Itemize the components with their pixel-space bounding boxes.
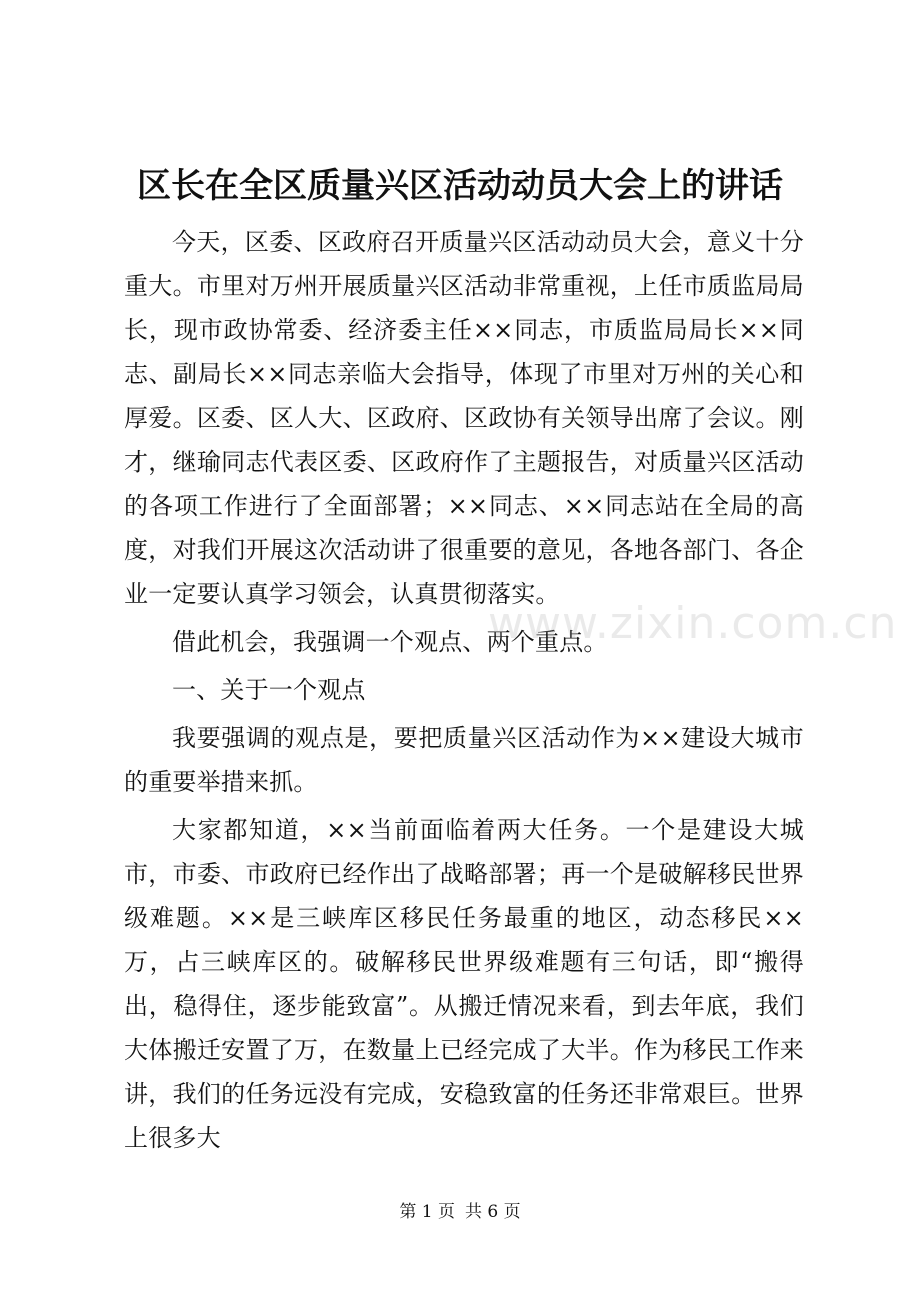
document-title: 区长在全区质量兴区活动动员大会上的讲话	[137, 166, 783, 206]
paragraph-4: 大家都知道，××当前面临着两大任务。一个是建设大城市，市委、市政府已经作出了战略部署；再一个是破解移民世界级难题。××是三峡库区移民任务最重的地区，动态移民××万，占三峡库区的。破解移民世界级难题有三句话，即“搬得出，稳得住，逐步能致富”。从搬迁情况来看，到去年底，我们大体搬迁安置了万，在数量上已经完成了大半。作为移民工作来讲，我们的任务远没有完成，安稳致富的任务还非常艰巨。世界上很多大	[124, 816, 804, 1152]
paragraph-1: 今天，区委、区政府召开质量兴区活动动员大会，意义十分重大。市里对万州开展质量兴区活动非常重视，上任市质监局局长，现市政协常委、经济委主任××同志，市质监局局长××同志、副局长××同志亲临大会指导，体现了市里对万州的关心和厚爱。区委、区人大、区政府、区政协有关领导出席了会议。刚才，继瑜同志代表区委、区政府作了主题报告，对质量兴区活动的各项工作进行了全面部署；××同志、××同志站在全局的高度，对我们开展这次活动讲了很重要的意见，各地各部门、各企业一定要认真学习领会，认真贯彻落实。	[124, 228, 804, 608]
document-body	[124, 220, 804, 1160]
page-footer	[0, 1200, 920, 1224]
page-total: 共 6 页	[465, 1202, 521, 1222]
watermark: www.zixin.com.cn	[488, 598, 898, 649]
paragraph-2: 借此机会，我强调一个观点、两个重点。	[172, 628, 608, 656]
section-heading-1: 一、关于一个观点	[172, 676, 366, 704]
page-number: 第 1 页	[399, 1202, 455, 1222]
paragraph-3: 我要强调的观点是，要把质量兴区活动作为××建设大城市的重要举措来抓。	[124, 724, 804, 796]
